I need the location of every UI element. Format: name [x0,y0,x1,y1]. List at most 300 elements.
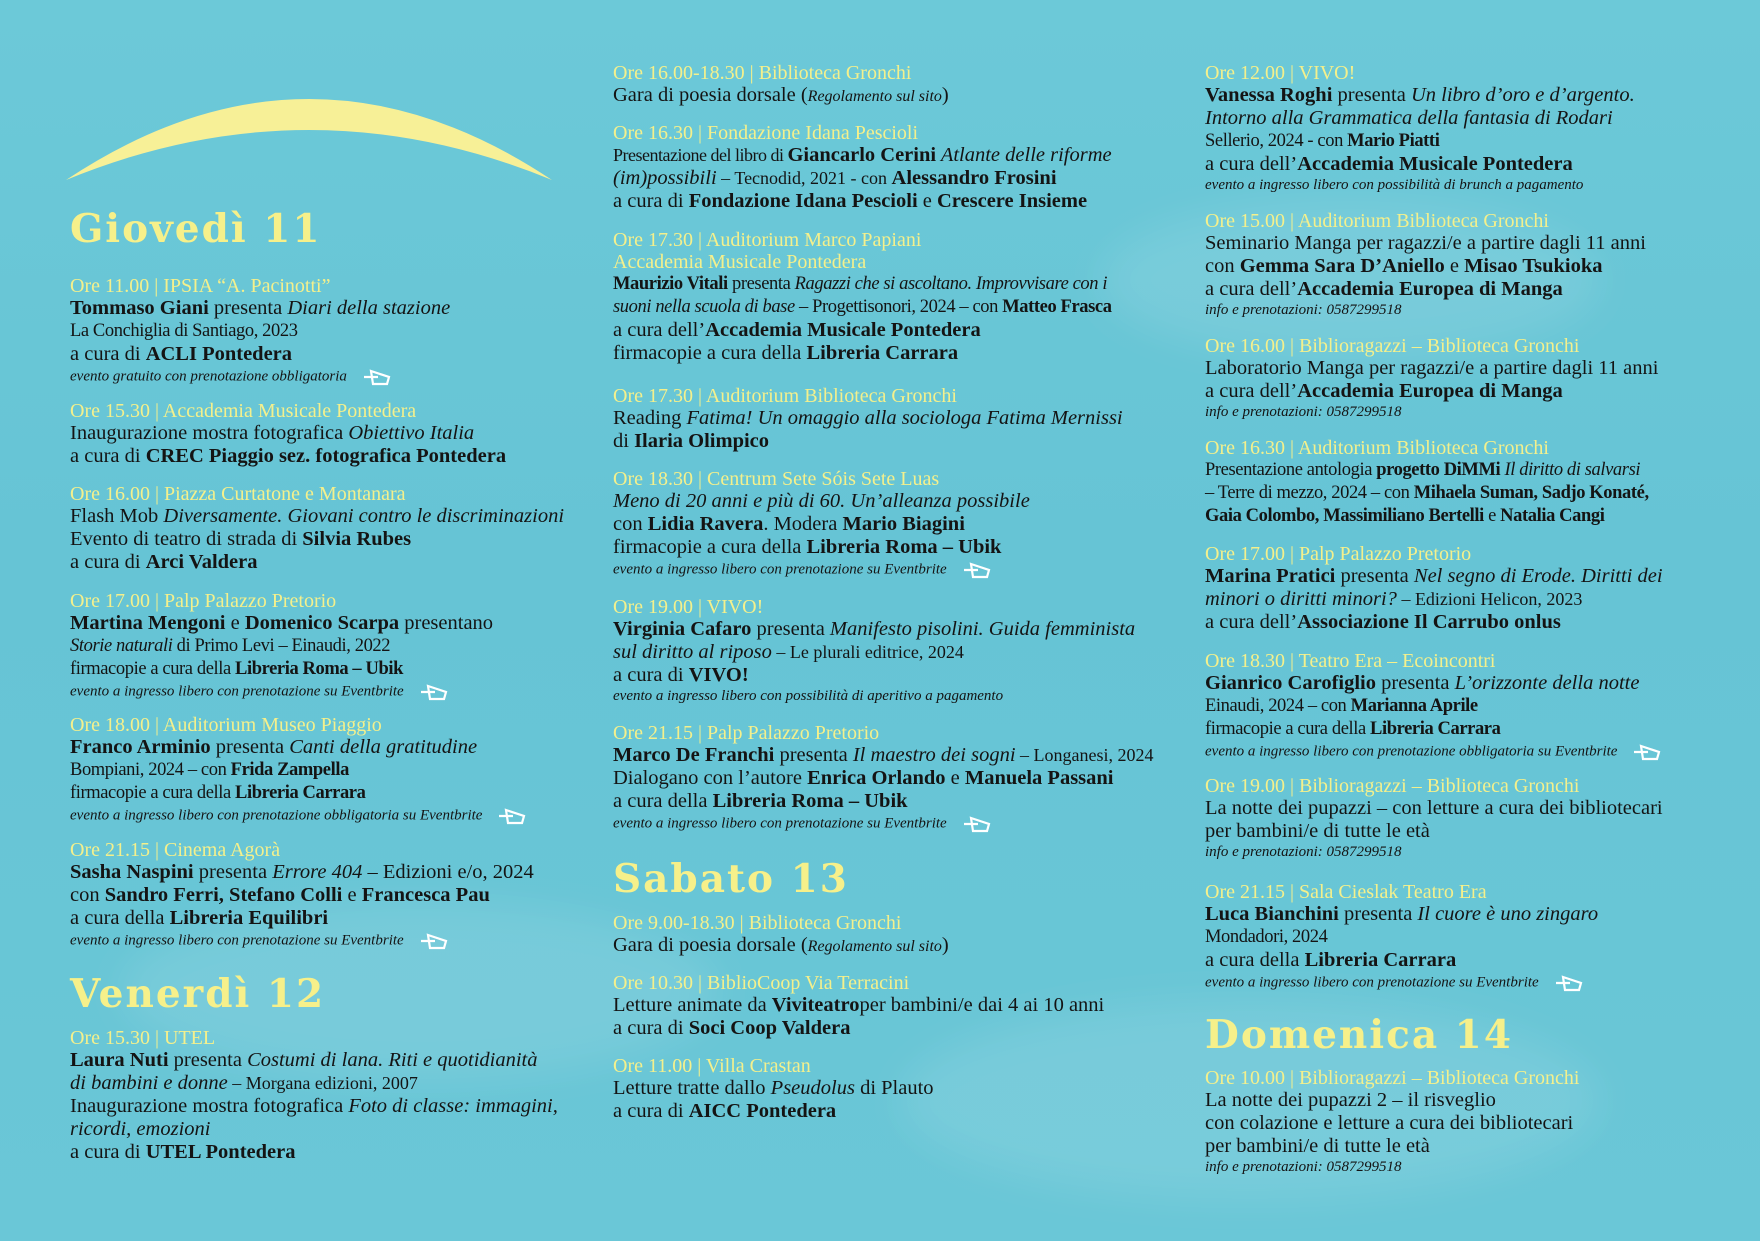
text-span: Il diritto di salvarsi [1500,460,1641,480]
event-line [613,744,1154,767]
text-span: UTEL Pontedera [145,1141,296,1163]
text-span: Matteo Frasca [1002,297,1112,317]
event-header: Ore 18.30 | Centrum Sete Sóis Sete Luas [613,468,940,490]
text-span: Lidia Ravera [647,513,764,535]
event-note [1205,741,1665,763]
event-header: Ore 21.15 | Palp Palazzo Pretorio [613,722,880,744]
event-note [613,559,1030,581]
event-line [613,490,1030,513]
text-span: Ragazzi che si ascoltano. Improvvisare con i [794,274,1108,294]
text-span: firmacopie a cura della [613,342,807,364]
event-fri-1900 [613,596,1135,706]
event-line [1205,588,1663,611]
event-line [1205,505,1649,528]
text-span: Mario Piatti [1347,131,1440,151]
text-span: suoni nella scuola di base [613,297,795,317]
event-thu-1800 [70,714,530,827]
event-line [1205,903,1598,926]
text-span: L’orizzonte della notte [1454,672,1640,694]
text-span: Libreria Roma – Ubik [235,659,403,679]
text-span: presenta [1332,84,1411,106]
event-line [1205,380,1658,403]
event-header: Ore 17.00 | Palp Palazzo Pretorio [70,590,337,612]
text-span: di Plauto [854,1077,934,1099]
text-span: evento a ingresso libero con prenotazione obbligatoria su Eventbrite [1205,743,1618,760]
text-span: – Edizioni Helicon, 2023 [1396,589,1583,609]
event-fri-1630 [613,122,1112,213]
text-span: Marco De Franchi [613,744,775,766]
event-line [613,790,1154,813]
event-line [1205,672,1665,695]
text-span: a cura della [70,907,170,929]
text-span: (im)possibili [613,167,717,189]
text-span: con [613,513,648,535]
event-line: Seminario Manga per ragazzi/e a partire dagli 11 anni [1205,232,1646,254]
event-line [1205,949,1598,972]
event-fri-1530 [70,1027,558,1164]
event-line [1205,130,1635,153]
text-span: Regolamento sul sito [807,938,942,955]
event-fri-1730-gronchi [613,385,1123,453]
text-span: Manifesto pisolini. Guida femminista [829,618,1136,640]
event-line [613,167,1112,190]
event-note [70,805,530,827]
event-header: Ore 15.30 | Accademia Musicale Pontedera [70,400,417,422]
event-line [613,1100,934,1123]
event-thu-1530 [70,400,506,468]
event-line: Mondadori, 2024 [1205,927,1328,947]
text-span: presenta [1335,565,1414,587]
text-span: Inaugurazione mostra fotografica [70,1095,349,1117]
text-span: Vanessa Roghi [1205,84,1333,106]
text-span: Obiettivo Italia [348,422,475,444]
text-span: Accademia Europea di Manga [1297,380,1563,402]
text-span: presenta [193,861,273,883]
text-span: con [1205,255,1240,277]
event-note [613,813,1154,835]
text-span: Ilaria Olimpico [634,430,770,452]
text-span: Sandro Ferri, Stefano Colli [104,884,343,906]
event-sat-1900 [1205,775,1663,862]
text-span: – Morgana edizioni, 2007 [227,1073,418,1093]
text-span: a cura della [613,790,713,812]
event-line [1205,459,1649,482]
text-span: Accademia Musicale Pontedera [705,319,981,341]
event-line [613,641,1135,664]
event-line [70,736,530,759]
event-line [70,612,493,635]
event-line [70,658,493,681]
event-header: Ore 18.30 | Teatro Era – Ecoincontri [1205,650,1496,672]
event-header: Ore 10.30 | BiblioCoop Via Terracini [613,972,910,994]
text-span: a cura della [1205,949,1305,971]
event-line [613,1017,1104,1040]
event-line [1205,107,1635,130]
text-span: Gemma Sara D’Aniello [1239,255,1445,277]
text-span: Inaugurazione mostra fotografica [70,422,349,444]
text-span: Letture animate da [613,994,772,1016]
text-span: evento gratuito con prenotazione obbligatoria [70,368,347,385]
event-fri-1730-papiani [613,229,1112,365]
text-span: Fatima! Un omaggio alla sociologa Fatima Mernissi [686,407,1123,429]
text-span: Libreria Equilibri [169,907,329,929]
text-span: Bompiani, 2024 – con [70,760,231,780]
event-line [70,505,564,528]
text-span: presenta [751,618,830,640]
text-span: ) [941,934,949,956]
event-line [70,1141,558,1164]
event-line: La notte dei pupazzi – con letture a cura dei bibliotecari [1205,797,1663,819]
text-span: Presentazione antologia [1205,460,1377,480]
text-span: evento a ingresso libero con prenotazione su Eventbrite [613,561,947,578]
text-span: a cura dell’ [1205,611,1298,633]
text-span: VIVO! [688,664,749,686]
pointing-hand-icon [961,813,995,835]
event-sun-1000 [1205,1067,1579,1177]
text-span: ACLI Pontedera [145,343,293,365]
event-header: Ore 16.30 | Fondazione Idana Pescioli [613,122,919,144]
text-span: con [70,884,105,906]
event-note: info e prenotazioni: 0587299518 [1205,844,1402,860]
text-span: Libreria Roma – Ubik [712,790,908,812]
text-span: Misao Tsukioka [1464,255,1603,277]
text-span: Domenico Scarpa [244,612,400,634]
pointing-hand-icon [1553,972,1587,994]
event-line [70,1095,558,1118]
text-span: Libreria Roma – Ubik [806,536,1002,558]
event-line [1205,695,1665,718]
event-line [613,190,1112,213]
text-span: e [1483,506,1501,526]
text-span: Intorno alla Grammatica della fantasia di Rodari [1205,107,1613,129]
text-span: firmacopie a cura della [70,783,236,803]
event-line [613,664,1135,687]
text-span: Gaia Colombo, Massimiliano Bertelli [1205,506,1484,526]
text-span: presenta [1376,672,1455,694]
event-header: Ore 18.00 | Auditorium Museo Piaggio [70,714,382,736]
text-span: Einaudi, 2024 – con [1205,696,1351,716]
text-span: a cura di [613,1100,689,1122]
text-span: Diari della stazione [287,297,451,319]
event-note: evento a ingresso libero con possibilità di brunch a pagamento [1205,177,1584,193]
event-header: Ore 12.00 | VIVO! [1205,62,1356,84]
event-sat-1830 [1205,650,1665,763]
text-span: Libreria Carrara [1370,719,1501,739]
event-header: Ore 16.00 | Piazza Curtatone e Montanara [70,483,406,505]
event-thu-1100 [70,275,450,388]
text-span: Costumi di lana. Riti e quotidianità [247,1049,538,1071]
text-span: Natalia Cangi [1500,506,1605,526]
event-header: Ore 19.00 | VIVO! [613,596,764,618]
text-span: e [917,190,937,212]
pointing-hand-icon [418,930,452,952]
event-header: Ore 17.00 | Palp Palazzo Pretorio [1205,543,1472,565]
event-line [613,536,1030,559]
event-line [613,407,1123,430]
event-header: Ore 9.00-18.30 | Biblioteca Gronchi [613,912,902,934]
event-header: Ore 17.30 | Auditorium Marco Papiani [613,229,922,251]
event-line [613,1077,934,1100]
event-sat-1600 [1205,335,1658,422]
text-span: Viviteatro [771,994,860,1016]
event-sat-1700 [1205,543,1663,634]
event-sat-1030 [613,972,1104,1040]
event-line [70,884,534,907]
text-span: Crescere Insieme [937,190,1088,212]
event-line: Laboratorio Manga per ragazzi/e a partire dagli 11 anni [1205,357,1659,379]
text-span: Laura Nuti [70,1049,169,1071]
event-line [70,907,534,930]
text-span: Un libro d’oro e d’argento. [1410,84,1635,106]
event-note: info e prenotazioni: 0587299518 [1205,404,1402,420]
text-span: – Progettisonori, 2024 – con [794,297,1003,317]
event-line [70,759,530,782]
day-heading-thursday: Giovedì 11 [70,206,322,252]
text-span: Tommaso Giani [70,297,209,319]
event-line: per bambini/e di tutte le età [1205,1135,1430,1157]
text-span: ricordi, emozioni [70,1118,211,1140]
text-span: Francesca Pau [361,884,490,906]
text-span: Libreria Carrara [1304,949,1457,971]
event-line [70,422,506,445]
event-line [1205,482,1649,505]
event-fri-1830 [613,468,1030,581]
text-span: presenta [727,274,795,294]
text-span: sul diritto al riposo [613,641,772,663]
text-span: a cura di [70,343,146,365]
moon-arc-icon [66,58,552,208]
text-span: Dialogano con l’autore [613,767,808,789]
text-span: Marina Pratici [1205,565,1336,587]
pointing-hand-icon [418,681,452,703]
event-line [70,1118,558,1141]
text-span: Gara di poesia dorsale ( [613,84,808,106]
event-header: Ore 16.00 | Biblioragazzi – Biblioteca Gronchi [1205,335,1580,357]
text-span: Franco Arminio [70,736,211,758]
text-span: Mihaela Suman, Sadjo Konaté, [1413,483,1649,503]
text-span: Letture tratte dallo [613,1077,771,1099]
event-sat-0900 [613,912,949,958]
event-header: Ore 21.15 | Sala Cieslak Teatro Era [1205,881,1487,903]
event-thu-1700 [70,590,493,703]
event-line [1205,611,1663,634]
text-span: a cura dell’ [1205,380,1298,402]
event-fri-2115 [613,722,1154,835]
text-span: Gianrico Carofiglio [1205,672,1377,694]
text-span: firmacopie a cura della [70,659,236,679]
event-thu-2115 [70,839,534,952]
event-line [613,934,949,958]
event-header: Ore 15.30 | UTEL [70,1027,216,1049]
event-line [70,551,564,574]
text-span: Canti della gratitudine [289,736,478,758]
event-header: Ore 10.00 | Biblioragazzi – Biblioteca Gronchi [1205,1067,1580,1089]
text-span: a cura di [613,1017,689,1039]
event-sat-1200 [1205,62,1635,195]
event-line [613,342,1112,365]
text-span: Frida Zampella [230,760,349,780]
pointing-hand-icon [496,805,530,827]
event-line [613,84,949,108]
event-line [1205,718,1665,741]
event-note: evento a ingresso libero con possibilità di aperitivo a pagamento [613,688,1004,704]
event-line [70,861,534,884]
event-line [613,144,1112,167]
event-sat-1100 [613,1055,934,1123]
text-span: Sasha Naspini [70,861,194,883]
event-thu-1600 [70,483,564,574]
text-span: e [1444,255,1465,277]
pointing-hand-icon [361,366,395,388]
event-line [70,1049,558,1072]
event-line [1205,278,1646,301]
event-line [613,296,1112,319]
event-header: Ore 15.00 | Auditorium Biblioteca Gronchi [1205,210,1549,232]
event-line [70,343,450,366]
text-span: a cura di [70,1141,146,1163]
text-span: Regolamento sul sito [807,88,942,105]
text-span: Giancarlo Cerini [787,144,937,166]
text-span: presenta [210,736,290,758]
pointing-hand-icon [1631,741,1665,763]
text-span: Gara di poesia dorsale ( [613,934,808,956]
text-span: Manuela Passani [964,767,1114,789]
event-line [70,528,564,551]
text-span: CREC Piaggio sez. fotografica Pontedera [145,445,507,467]
event-header: Ore 17.30 | Auditorium Biblioteca Gronchi [613,385,957,407]
event-line [70,635,493,658]
text-span: Evento di teatro di strada di [70,528,303,550]
event-line [613,273,1112,296]
event-sat-2115 [1205,881,1598,994]
text-span: Arci Valdera [145,551,258,573]
event-line: con colazione e letture a cura dei bibliotecari [1205,1112,1574,1134]
text-span: Accademia Europea di Manga [1297,278,1563,300]
event-line [1205,255,1646,278]
event-note [1205,972,1598,994]
text-span: a cura dell’ [613,319,706,341]
event-fri-1600 [613,62,949,108]
event-line [1205,565,1663,588]
event-header: Ore 16.00-18.30 | Biblioteca Gronchi [613,62,912,84]
day-heading-sunday: Domenica 14 [1205,1012,1513,1058]
text-span: Accademia Musicale Pontedera [1297,153,1573,175]
text-span: Il cuore è uno zingaro [1417,903,1599,925]
text-span: Associazione Il Carrubo onlus [1297,611,1561,633]
text-span: presenta [1338,903,1418,925]
text-span: – Terre di mezzo, 2024 – con [1205,483,1414,503]
event-header: Ore 16.30 | Auditorium Biblioteca Gronchi [1205,437,1549,459]
text-span: Soci Coop Valdera [688,1017,851,1039]
event-line [70,782,530,805]
event-sat-1630 [1205,437,1649,528]
text-span: Reading [613,407,687,429]
day-heading-friday: Venerdì 12 [70,971,326,1017]
text-span: Alessandro Frosini [891,167,1057,189]
event-line [613,430,1123,453]
text-span: Martina Mengoni [70,612,226,634]
event-note [70,930,534,952]
text-span: Diversamente. Giovani contro le discriminazioni [163,505,565,527]
text-span: evento a ingresso libero con prenotazione obbligatoria su Eventbrite [70,807,483,824]
text-span: Storie naturali [70,636,173,656]
text-span: di bambini e donne [70,1072,228,1094]
text-span: firmacopie a cura della [1205,719,1371,739]
text-span: Libreria Carrara [235,783,366,803]
event-line: La notte dei pupazzi 2 – il risveglio [1205,1089,1496,1111]
text-span: a cura dell’ [1205,278,1298,300]
text-span: progetto DiMMi [1376,460,1501,480]
text-span: a cura dell’ [1205,153,1298,175]
event-line: per bambini/e di tutte le età [1205,820,1430,842]
event-header: Ore 11.00 | IPSIA “A. Pacinotti” [70,275,331,297]
event-line [613,618,1135,641]
text-span: a cura di [70,445,146,467]
text-span: Flash Mob [70,505,164,527]
text-span: Mario Biagini [842,513,965,535]
text-span: ) [941,84,949,106]
text-span: Maurizio Vitali [613,274,728,294]
day-heading-saturday: Sabato 13 [613,856,849,902]
text-span: firmacopie a cura della [613,536,807,558]
text-span: Atlante delle riforme [936,144,1112,166]
event-note [70,366,450,388]
text-span: di Primo Levi – Einaudi, 2022 [172,636,391,656]
text-span: Libreria Carrara [806,342,959,364]
text-span: Meno di 20 anni e più di 60. Un’alleanza possibile [613,490,1030,512]
event-header: Ore 21.15 | Cinema Agorà [70,839,281,861]
text-span: evento a ingresso libero con prenotazione su Eventbrite [70,683,404,700]
event-line: La Conchiglia di Santiago, 2023 [70,321,298,341]
text-span: evento a ingresso libero con prenotazione su Eventbrite [613,815,947,832]
event-line [70,445,506,468]
event-sat-1500 [1205,210,1646,320]
text-span: e [342,884,362,906]
text-span: Silvia Rubes [302,528,412,550]
text-span: presenta [208,297,288,319]
text-span: di [613,430,635,452]
text-span: presentano [399,612,494,634]
event-line [1205,153,1635,176]
event-line [613,994,1104,1017]
text-span: Virginia Cafaro [613,618,752,640]
text-span: AICC Pontedera [688,1100,837,1122]
text-span: presenta [168,1049,248,1071]
text-span: per bambini/e dai 4 ai 10 anni [859,994,1105,1016]
event-note: info e prenotazioni: 0587299518 [1205,302,1402,318]
text-span: Pseudolus [770,1077,855,1099]
text-span: – Tecnodid, 2021 - con [716,168,892,188]
text-span: evento a ingresso libero con prenotazione su Eventbrite [70,932,404,949]
text-span: a cura di [70,551,146,573]
event-line [1205,84,1635,107]
event-line [613,767,1154,790]
text-span: – Le plurali editrice, 2024 [771,642,964,662]
text-span: Errore 404 [272,861,363,883]
event-note [70,681,493,703]
text-span: Enrica Orlando [807,767,946,789]
text-span: Fondazione Idana Pescioli [688,190,918,212]
event-header: Accademia Musicale Pontedera [613,251,867,273]
text-span: Foto di classe: immagini, [348,1095,558,1117]
text-span: evento a ingresso libero con prenotazione su Eventbrite [1205,974,1539,991]
text-span: – Edizioni e/o, 2024 [362,861,534,883]
pointing-hand-icon [961,559,995,581]
text-span: Marianna Aprile [1350,696,1478,716]
text-span: presenta [774,744,853,766]
event-header: Ore 11.00 | Villa Crastan [613,1055,811,1077]
event-note: info e prenotazioni: 0587299518 [1205,1159,1402,1175]
